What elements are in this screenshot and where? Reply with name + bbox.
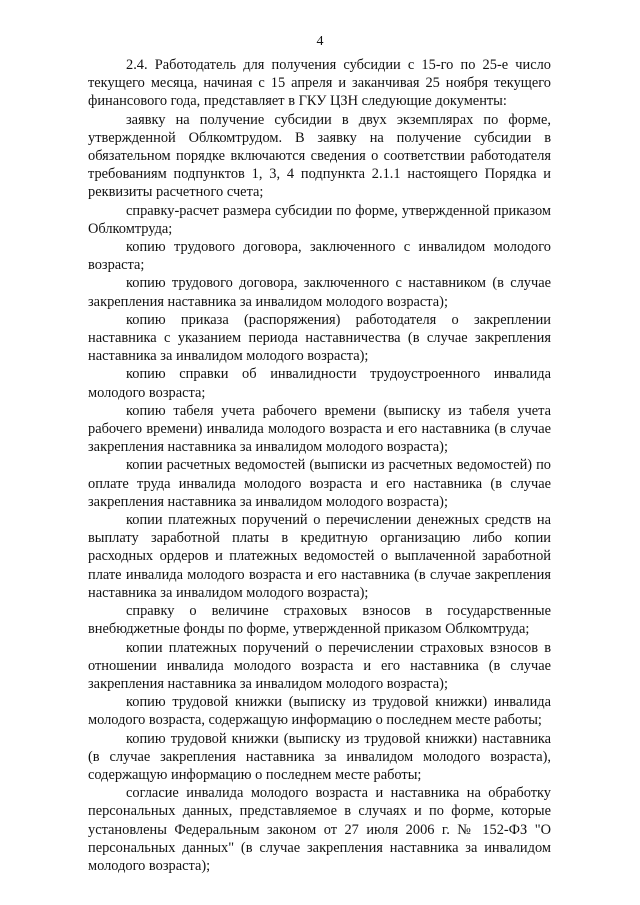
list-item-mentor-order: копию приказа (распоряжения) работодателя о закреплении наставника с указанием периода наставничества (в случае закрепления наставника за инвалидом молодого возраста); <box>88 311 551 365</box>
list-item-mentor-employment-contract: копию трудового договора, заключенного с наставником (в случае закрепления наставника за инвалидом молодого возраста); <box>88 275 551 310</box>
list-item-disabled-employment-contract: копию трудового договора, заключенного с инвалидом молодого возраста; <box>88 239 551 274</box>
paragraph-2-4-intro: 2.4. Работодатель для получения субсидии с 15-го по 25-е число текущего месяца, начиная с 15 апреля и заканчивая 25 ноября текущего финансового года, представляет в ГКУ ЦЗН следующие документы: <box>88 57 551 110</box>
list-item-insurance-contributions-certificate: справку о величине страховых взносов в государственные внебюджетные фонды по форме, утвержденной приказом Облкомтруда; <box>88 603 551 638</box>
list-item-mentor-workbook: копию трудовой книжки (выписку из трудовой книжки) наставника (в случае закрепления наставника за инвалидом молодого возраста), содержащую информацию о последнем месте работы; <box>88 730 551 783</box>
list-item-disability-certificate: копию справки об инвалидности трудоустроенного инвалида молодого возраста; <box>88 366 551 401</box>
list-item-personal-data-consent: согласие инвалида молодого возраста и наставника на обработку персональных данных, представляемое в случаях и по форме, которые установлены Федеральным законом от 27 июля 2006 г. № 152-ФЗ "О персональных данных" (в случае закрепления наставника за инвалидом молодого возраста); <box>88 785 551 874</box>
list-item-subsidy-calculation: справку-расчет размера субсидии по форме, утвержденной приказом Облкомтруда; <box>88 202 551 237</box>
list-item-timesheet: копию табеля учета рабочего времени (выписку из табеля учета рабочего времени) инвалида молодого возраста и его наставника (в случае закрепления наставника за инвалидом молодого возраста); <box>88 402 551 456</box>
page-number: 4 <box>316 34 324 49</box>
list-item-salary-payment-orders: копии платежных поручений о перечислении денежных средств на выплату заработной платы в кредитную организацию либо копии расходных ордеров и платежных ведомостей о выплаченной заработной плате инвалида молодого возраста и его наставника (в случае закрепления наставника за инвалидом молодого возраста); <box>88 512 551 601</box>
list-item-disabled-workbook: копию трудовой книжки (выписку из трудовой книжки) инвалида молодого возраста, содержащую информацию о последнем месте работы; <box>88 694 551 729</box>
list-item-payroll-statements: копии расчетных ведомостей (выписки из расчетных ведомостей) по оплате труда инвалида молодого возраста и его наставника (в случае закрепления наставника за инвалидом молодого возраста); <box>88 457 551 510</box>
list-item-insurance-payment-orders: копии платежных поручений о перечислении страховых взносов в отношении инвалида молодого возраста и его наставника (в случае закрепления наставника за инвалидом молодого возраста); <box>88 639 551 692</box>
list-item-application: заявку на получение субсидии в двух экземплярах по форме, утвержденной Облкомтрудом. В заявку на получение субсидии в обязательном порядке включаются сведения о соответствии работодателя требованиям подпунктов 1, 3, 4 подпункта 2.1.1 настоящего Порядка и реквизиты расчетного счета; <box>88 111 551 201</box>
document-body <box>88 56 551 875</box>
